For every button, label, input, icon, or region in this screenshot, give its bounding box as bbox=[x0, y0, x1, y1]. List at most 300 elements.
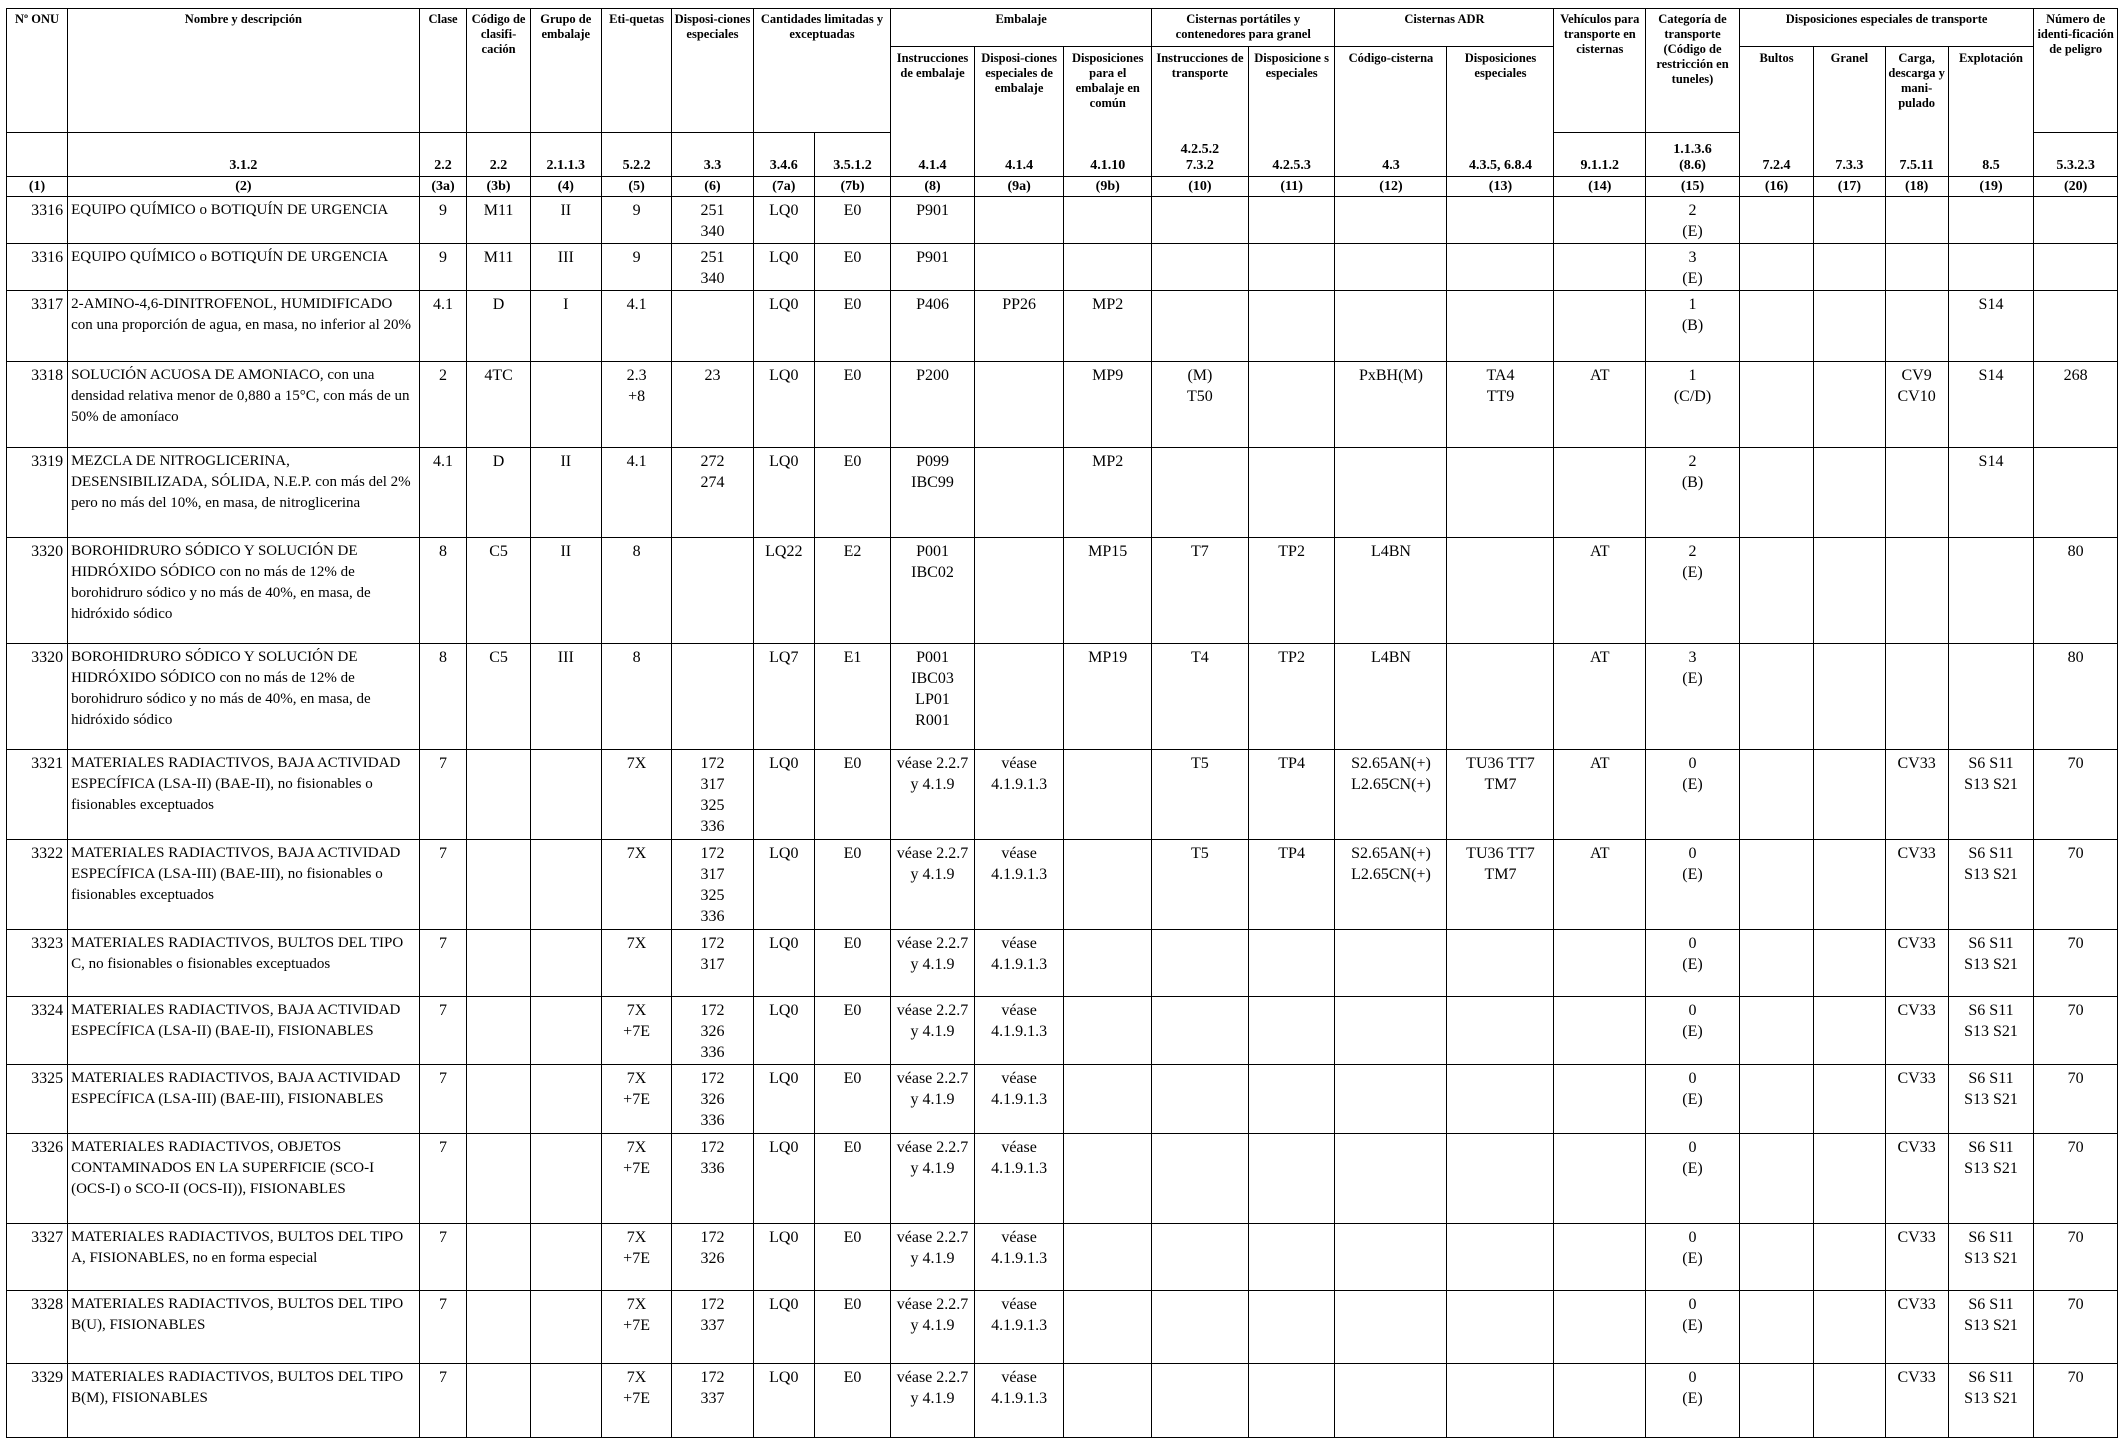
table-cell: S6 S11 S13 S21 bbox=[1948, 1364, 2034, 1438]
column-number: (4) bbox=[530, 177, 601, 197]
table-cell bbox=[1064, 929, 1152, 996]
table-cell: 251 340 bbox=[672, 197, 754, 244]
table-cell: E0 bbox=[814, 1133, 890, 1223]
table-cell: LQ0 bbox=[753, 1065, 814, 1133]
column-number: (16) bbox=[1739, 177, 1813, 197]
table-cell: P001 IBC02 bbox=[891, 537, 975, 643]
table-cell: 7 bbox=[419, 1364, 467, 1438]
table-cell: MP15 bbox=[1064, 537, 1152, 643]
table-cell: 8 bbox=[601, 643, 671, 749]
table-cell: 7 bbox=[419, 1290, 467, 1363]
header-packaging: Embalaje bbox=[891, 9, 1152, 47]
table-cell: 272 274 bbox=[672, 448, 754, 538]
table-cell: 7X bbox=[601, 750, 671, 840]
table-cell bbox=[1814, 1364, 1885, 1438]
table-row bbox=[7, 448, 2118, 538]
table-cell: véase 4.1.9.1.3 bbox=[974, 1290, 1064, 1363]
table-cell bbox=[1814, 1223, 1885, 1290]
table-cell bbox=[1814, 362, 1885, 448]
table-cell: CV9 CV10 bbox=[1885, 362, 1948, 448]
column-number: (9b) bbox=[1064, 177, 1152, 197]
table-cell bbox=[1248, 1223, 1335, 1290]
table-row bbox=[7, 839, 2118, 929]
table-cell bbox=[1447, 929, 1554, 996]
table-cell: E0 bbox=[814, 197, 890, 244]
table-cell bbox=[1885, 448, 1948, 538]
table-cell: L4BN bbox=[1335, 643, 1447, 749]
ref-cell: 3.1.2 bbox=[68, 133, 419, 177]
header-packing-group: Grupo de embalaje bbox=[530, 9, 601, 133]
table-cell: 7 bbox=[419, 750, 467, 840]
table-cell bbox=[1248, 997, 1335, 1065]
table-cell: T7 bbox=[1152, 537, 1249, 643]
table-cell: véase 2.2.7 y 4.1.9 bbox=[891, 1133, 975, 1223]
table-cell bbox=[1948, 243, 2034, 290]
column-number: (19) bbox=[1948, 177, 2034, 197]
table-cell: MP2 bbox=[1064, 290, 1152, 361]
header-packages: Bultos bbox=[1739, 47, 1813, 133]
un-number-cell: 3320 bbox=[7, 537, 68, 643]
table-cell: véase 4.1.9.1.3 bbox=[974, 1065, 1064, 1133]
table-cell bbox=[1948, 197, 2034, 244]
table-cell: P901 bbox=[891, 197, 975, 244]
table-cell: LQ0 bbox=[753, 1223, 814, 1290]
table-cell bbox=[1152, 929, 1249, 996]
table-cell: 7X +7E bbox=[601, 997, 671, 1065]
column-number: (11) bbox=[1248, 177, 1335, 197]
table-cell: M11 bbox=[467, 243, 530, 290]
column-number: (2) bbox=[68, 177, 419, 197]
table-cell: 7 bbox=[419, 929, 467, 996]
table-cell: T5 bbox=[1152, 750, 1249, 840]
table-cell bbox=[1739, 362, 1813, 448]
table-cell: 7X +7E bbox=[601, 1223, 671, 1290]
table-cell bbox=[1152, 290, 1249, 361]
table-cell bbox=[1447, 1065, 1554, 1133]
table-cell: 0 (E) bbox=[1646, 1364, 1740, 1438]
table-cell bbox=[467, 1364, 530, 1438]
table-cell: AT bbox=[1554, 362, 1646, 448]
table-cell bbox=[974, 537, 1064, 643]
table-cell: TP2 bbox=[1248, 537, 1335, 643]
table-cell bbox=[1447, 1290, 1554, 1363]
table-cell: 251 340 bbox=[672, 243, 754, 290]
table-cell: 4.1 bbox=[419, 290, 467, 361]
table-cell: 7X +7E bbox=[601, 1133, 671, 1223]
header-operation: Explotación bbox=[1948, 47, 2034, 133]
header-special-transport-provisions: Disposiciones especiales de transporte bbox=[1739, 9, 2033, 47]
table-cell: 172 317 325 336 bbox=[672, 750, 754, 840]
table-cell bbox=[1739, 537, 1813, 643]
column-number: (8) bbox=[891, 177, 975, 197]
table-cell bbox=[1814, 197, 1885, 244]
column-number: (10) bbox=[1152, 177, 1249, 197]
table-cell bbox=[974, 362, 1064, 448]
un-number-cell: 3320 bbox=[7, 643, 68, 749]
table-cell: 70 bbox=[2034, 929, 2118, 996]
table-cell: CV33 bbox=[1885, 839, 1948, 929]
table-cell: S14 bbox=[1948, 290, 2034, 361]
table-cell bbox=[530, 1364, 601, 1438]
table-cell: P099 IBC99 bbox=[891, 448, 975, 538]
table-cell: PxBH(M) bbox=[1335, 362, 1447, 448]
table-cell: véase 4.1.9.1.3 bbox=[974, 750, 1064, 840]
table-cell bbox=[1335, 1065, 1447, 1133]
table-cell: E0 bbox=[814, 929, 890, 996]
table-cell bbox=[1335, 997, 1447, 1065]
table-cell bbox=[1152, 448, 1249, 538]
header-tank-instructions: Instrucciones de transporte bbox=[1152, 47, 1249, 133]
table-cell bbox=[974, 243, 1064, 290]
table-cell: II bbox=[530, 537, 601, 643]
table-cell bbox=[1739, 643, 1813, 749]
table-cell bbox=[1814, 929, 1885, 996]
table-cell bbox=[1248, 290, 1335, 361]
name-cell: BOROHIDRURO SÓDICO Y SOLUCIÓN DE HIDRÓXIDO SÓDICO con no más de 12% de borohidruro sódico y no más de 40%, en masa, de hidróxido sódico bbox=[68, 537, 419, 643]
name-cell: 2-AMINO-4,6-DINITROFENOL, HUMIDIFICADO con una proporción de agua, en masa, no inferior al 20% bbox=[68, 290, 419, 361]
table-cell bbox=[1554, 448, 1646, 538]
table-cell bbox=[1064, 1223, 1152, 1290]
table-cell: 0 (E) bbox=[1646, 750, 1740, 840]
table-cell bbox=[1064, 243, 1152, 290]
table-cell: 172 326 336 bbox=[672, 1065, 754, 1133]
column-number: (9a) bbox=[974, 177, 1064, 197]
table-cell bbox=[974, 643, 1064, 749]
table-cell: 4TC bbox=[467, 362, 530, 448]
table-cell bbox=[1152, 1290, 1249, 1363]
table-cell bbox=[1447, 537, 1554, 643]
table-cell bbox=[1814, 1290, 1885, 1363]
name-cell: MEZCLA DE NITROGLICERINA, DESENSIBILIZADA, SÓLIDA, N.E.P. con más del 2% pero no más del 10%, en masa, de nitroglicerina bbox=[68, 448, 419, 538]
table-cell bbox=[1885, 537, 1948, 643]
header-name: Nombre y descripción bbox=[68, 9, 419, 133]
name-cell: MATERIALES RADIACTIVOS, BAJA ACTIVIDAD ESPECÍFICA (LSA-III) (BAE-III), no fisionables o fisionables exceptuados bbox=[68, 839, 419, 929]
un-number-cell: 3326 bbox=[7, 1133, 68, 1223]
ref-cell: 2.2 bbox=[467, 133, 530, 177]
table-cell bbox=[1814, 243, 1885, 290]
table-cell: 9 bbox=[601, 243, 671, 290]
table-cell bbox=[1885, 290, 1948, 361]
table-row bbox=[7, 1364, 2118, 1438]
table-cell bbox=[1739, 1133, 1813, 1223]
table-cell: 2 (E) bbox=[1646, 197, 1740, 244]
table-cell: 70 bbox=[2034, 839, 2118, 929]
name-cell: MATERIALES RADIACTIVOS, BULTOS DEL TIPO B(M), FISIONABLES bbox=[68, 1364, 419, 1438]
table-cell bbox=[1064, 1290, 1152, 1363]
table-cell bbox=[530, 929, 601, 996]
ref-cell: 4.1.4 bbox=[891, 133, 975, 177]
table-cell bbox=[1739, 290, 1813, 361]
table-cell: LQ0 bbox=[753, 1133, 814, 1223]
table-cell bbox=[1447, 290, 1554, 361]
ref-cell: 2.1.1.3 bbox=[530, 133, 601, 177]
name-cell: BOROHIDRURO SÓDICO Y SOLUCIÓN DE HIDRÓXIDO SÓDICO con no más de 12% de borohidruro sódico y no más de 40%, en masa, de hidróxido sódico bbox=[68, 643, 419, 749]
header-transport-category: Categoría de transporte (Código de restricción en tuneles) bbox=[1646, 9, 1740, 133]
table-cell: 8 bbox=[601, 537, 671, 643]
table-cell bbox=[467, 929, 530, 996]
table-cell: 0 (E) bbox=[1646, 839, 1740, 929]
table-cell: 7 bbox=[419, 1223, 467, 1290]
un-number-cell: 3329 bbox=[7, 1364, 68, 1438]
table-cell: 7X bbox=[601, 929, 671, 996]
table-cell: 9 bbox=[601, 197, 671, 244]
table-cell bbox=[1064, 1065, 1152, 1133]
table-cell: CV33 bbox=[1885, 929, 1948, 996]
table-cell bbox=[1335, 1133, 1447, 1223]
table-cell bbox=[1152, 1133, 1249, 1223]
table-cell: 7X bbox=[601, 839, 671, 929]
table-cell bbox=[467, 839, 530, 929]
column-number: (12) bbox=[1335, 177, 1447, 197]
column-number: (15) bbox=[1646, 177, 1740, 197]
table-cell: S6 S11 S13 S21 bbox=[1948, 839, 2034, 929]
table-cell bbox=[1064, 197, 1152, 244]
table-cell: E0 bbox=[814, 997, 890, 1065]
un-number-cell: 3321 bbox=[7, 750, 68, 840]
table-cell bbox=[530, 839, 601, 929]
table-cell bbox=[530, 1223, 601, 1290]
table-cell bbox=[1335, 197, 1447, 244]
table-cell: LQ0 bbox=[753, 197, 814, 244]
table-cell: 70 bbox=[2034, 750, 2118, 840]
name-cell: MATERIALES RADIACTIVOS, BAJA ACTIVIDAD ESPECÍFICA (LSA-II) (BAE-II), no fisionables o fisionables exceptuados bbox=[68, 750, 419, 840]
table-cell: 172 336 bbox=[672, 1133, 754, 1223]
table-cell: 7 bbox=[419, 1133, 467, 1223]
table-cell: 172 337 bbox=[672, 1364, 754, 1438]
table-row bbox=[7, 1065, 2118, 1133]
table-cell: 0 (E) bbox=[1646, 1223, 1740, 1290]
table-cell bbox=[1152, 243, 1249, 290]
table-cell bbox=[2034, 197, 2118, 244]
table-cell: véase 4.1.9.1.3 bbox=[974, 997, 1064, 1065]
un-number-cell: 3324 bbox=[7, 997, 68, 1065]
table-cell bbox=[1739, 448, 1813, 538]
table-cell: 80 bbox=[2034, 643, 2118, 749]
table-cell bbox=[1447, 997, 1554, 1065]
table-cell: véase 4.1.9.1.3 bbox=[974, 1133, 1064, 1223]
table-cell bbox=[1948, 537, 2034, 643]
table-cell bbox=[1335, 1364, 1447, 1438]
table-cell: 8 bbox=[419, 643, 467, 749]
table-cell bbox=[1554, 929, 1646, 996]
table-cell bbox=[1248, 362, 1335, 448]
table-cell: 3 (E) bbox=[1646, 643, 1740, 749]
table-cell bbox=[1248, 1290, 1335, 1363]
table-cell bbox=[1814, 643, 1885, 749]
table-cell: 4.1 bbox=[419, 448, 467, 538]
table-cell: 172 326 bbox=[672, 1223, 754, 1290]
ref-cell: 3.5.1.2 bbox=[814, 133, 890, 177]
ref-cell: 3.3 bbox=[672, 133, 754, 177]
table-cell: LQ0 bbox=[753, 448, 814, 538]
ref-cell: 8.5 bbox=[1948, 133, 2034, 177]
dangerous-goods-table bbox=[6, 8, 2118, 1438]
table-cell bbox=[1152, 197, 1249, 244]
table-cell: 7X +7E bbox=[601, 1364, 671, 1438]
table-row bbox=[7, 197, 2118, 244]
table-cell: 7X +7E bbox=[601, 1065, 671, 1133]
table-cell bbox=[1814, 997, 1885, 1065]
table-cell: S2.65AN(+) L2.65CN(+) bbox=[1335, 839, 1447, 929]
table-cell bbox=[1948, 643, 2034, 749]
table-cell bbox=[467, 1290, 530, 1363]
table-cell: S6 S11 S13 S21 bbox=[1948, 1290, 2034, 1363]
table-cell: E1 bbox=[814, 643, 890, 749]
ref-cell: 4.3.5, 6.8.4 bbox=[1447, 133, 1554, 177]
table-cell bbox=[1064, 750, 1152, 840]
table-cell bbox=[1152, 1065, 1249, 1133]
table-cell: véase 4.1.9.1.3 bbox=[974, 839, 1064, 929]
table-cell: véase 4.1.9.1.3 bbox=[974, 929, 1064, 996]
table-cell bbox=[1739, 1290, 1813, 1363]
table-cell: 70 bbox=[2034, 1065, 2118, 1133]
table-cell: 2 (B) bbox=[1646, 448, 1740, 538]
table-cell: III bbox=[530, 243, 601, 290]
table-cell bbox=[1814, 1133, 1885, 1223]
ref-cell bbox=[7, 133, 68, 177]
table-cell bbox=[2034, 290, 2118, 361]
table-cell: 7 bbox=[419, 839, 467, 929]
table-cell: CV33 bbox=[1885, 1290, 1948, 1363]
table-cell bbox=[467, 1223, 530, 1290]
table-cell: 70 bbox=[2034, 1133, 2118, 1223]
table-cell: CV33 bbox=[1885, 1364, 1948, 1438]
table-cell: C5 bbox=[467, 537, 530, 643]
table-row bbox=[7, 997, 2118, 1065]
table-cell: AT bbox=[1554, 537, 1646, 643]
table-cell bbox=[1064, 839, 1152, 929]
table-cell: C5 bbox=[467, 643, 530, 749]
column-number: (3b) bbox=[467, 177, 530, 197]
header-tank-special: Disposicione s especiales bbox=[1248, 47, 1335, 133]
table-cell bbox=[530, 750, 601, 840]
table-cell: 7X +7E bbox=[601, 1290, 671, 1363]
table-cell: AT bbox=[1554, 839, 1646, 929]
table-cell: 2 (E) bbox=[1646, 537, 1740, 643]
table-cell bbox=[467, 997, 530, 1065]
table-cell bbox=[1814, 290, 1885, 361]
table-cell: CV33 bbox=[1885, 750, 1948, 840]
name-cell: MATERIALES RADIACTIVOS, BAJA ACTIVIDAD ESPECÍFICA (LSA-III) (BAE-III), FISIONABLES bbox=[68, 1065, 419, 1133]
table-cell: M11 bbox=[467, 197, 530, 244]
column-number: (6) bbox=[672, 177, 754, 197]
column-number: (1) bbox=[7, 177, 68, 197]
un-number-cell: 3316 bbox=[7, 243, 68, 290]
table-cell: S6 S11 S13 S21 bbox=[1948, 1223, 2034, 1290]
header-adr-special: Disposiciones especiales bbox=[1447, 47, 1554, 133]
un-number-cell: 3316 bbox=[7, 197, 68, 244]
table-cell: CV33 bbox=[1885, 1065, 1948, 1133]
table-cell: S14 bbox=[1948, 362, 2034, 448]
table-row bbox=[7, 362, 2118, 448]
table-cell: E0 bbox=[814, 1290, 890, 1363]
column-number: (3a) bbox=[419, 177, 467, 197]
table-cell: LQ0 bbox=[753, 750, 814, 840]
table-cell: 172 317 325 336 bbox=[672, 839, 754, 929]
table-cell bbox=[1335, 1290, 1447, 1363]
table-cell bbox=[530, 1290, 601, 1363]
table-cell: 0 (E) bbox=[1646, 997, 1740, 1065]
table-cell: 7 bbox=[419, 1065, 467, 1133]
table-cell: véase 2.2.7 y 4.1.9 bbox=[891, 839, 975, 929]
name-cell: MATERIALES RADIACTIVOS, BULTOS DEL TIPO B(U), FISIONABLES bbox=[68, 1290, 419, 1363]
header-class: Clase bbox=[419, 9, 467, 133]
table-cell bbox=[2034, 243, 2118, 290]
table-cell bbox=[1554, 1364, 1646, 1438]
table-cell: S6 S11 S13 S21 bbox=[1948, 750, 2034, 840]
table-cell: 2 bbox=[419, 362, 467, 448]
table-cell: S6 S11 S13 S21 bbox=[1948, 1133, 2034, 1223]
table-cell: CV33 bbox=[1885, 1223, 1948, 1290]
ref-cell: 5.3.2.3 bbox=[2034, 133, 2118, 177]
table-cell bbox=[1248, 1364, 1335, 1438]
table-cell: LQ0 bbox=[753, 243, 814, 290]
table-cell: véase 2.2.7 y 4.1.9 bbox=[891, 1065, 975, 1133]
table-cell: 23 bbox=[672, 362, 754, 448]
table-row bbox=[7, 1133, 2118, 1223]
table-cell bbox=[1739, 1223, 1813, 1290]
table-cell bbox=[1554, 1133, 1646, 1223]
column-number: (5) bbox=[601, 177, 671, 197]
table-cell: 0 (E) bbox=[1646, 1290, 1740, 1363]
table-cell: S6 S11 S13 S21 bbox=[1948, 929, 2034, 996]
ref-cell: 5.2.2 bbox=[601, 133, 671, 177]
header-vehicles: Vehículos para transporte en cisternas bbox=[1554, 9, 1646, 133]
table-cell: TA4 TT9 bbox=[1447, 362, 1554, 448]
table-cell: TP4 bbox=[1248, 839, 1335, 929]
table-cell: 70 bbox=[2034, 997, 2118, 1065]
table-cell: S6 S11 S13 S21 bbox=[1948, 1065, 2034, 1133]
table-cell bbox=[1064, 997, 1152, 1065]
table-cell bbox=[1554, 1065, 1646, 1133]
table-row bbox=[7, 537, 2118, 643]
ref-cell: 7.2.4 bbox=[1739, 133, 1813, 177]
table-cell bbox=[672, 537, 754, 643]
table-cell: E0 bbox=[814, 750, 890, 840]
table-cell: LQ7 bbox=[753, 643, 814, 749]
table-row bbox=[7, 1223, 2118, 1290]
table-cell bbox=[1554, 197, 1646, 244]
table-cell: véase 4.1.9.1.3 bbox=[974, 1364, 1064, 1438]
table-cell: LQ0 bbox=[753, 290, 814, 361]
table-cell: PP26 bbox=[974, 290, 1064, 361]
name-cell: MATERIALES RADIACTIVOS, BULTOS DEL TIPO C, no fisionables o fisionables exceptuados bbox=[68, 929, 419, 996]
table-cell bbox=[1885, 197, 1948, 244]
table-cell: LQ22 bbox=[753, 537, 814, 643]
table-cell bbox=[1739, 750, 1813, 840]
table-cell: 0 (E) bbox=[1646, 1133, 1740, 1223]
table-cell: I bbox=[530, 290, 601, 361]
table-cell: E0 bbox=[814, 839, 890, 929]
column-number: (7b) bbox=[814, 177, 890, 197]
table-cell: L4BN bbox=[1335, 537, 1447, 643]
header-packing-instructions: Instrucciones de embalaje bbox=[891, 47, 975, 133]
table-cell: MP2 bbox=[1064, 448, 1152, 538]
column-number: (13) bbox=[1447, 177, 1554, 197]
ref-cell: 4.3 bbox=[1335, 133, 1447, 177]
table-cell: LQ0 bbox=[753, 1364, 814, 1438]
table-cell bbox=[1064, 1364, 1152, 1438]
table-cell bbox=[467, 750, 530, 840]
un-number-cell: 3328 bbox=[7, 1290, 68, 1363]
table-cell: 7 bbox=[419, 997, 467, 1065]
un-number-cell: 3323 bbox=[7, 929, 68, 996]
header-tank-code: Código-cisterna bbox=[1335, 47, 1447, 133]
table-cell: 9 bbox=[419, 243, 467, 290]
table-cell bbox=[1447, 243, 1554, 290]
column-number: (7a) bbox=[753, 177, 814, 197]
table-cell: véase 2.2.7 y 4.1.9 bbox=[891, 1364, 975, 1438]
